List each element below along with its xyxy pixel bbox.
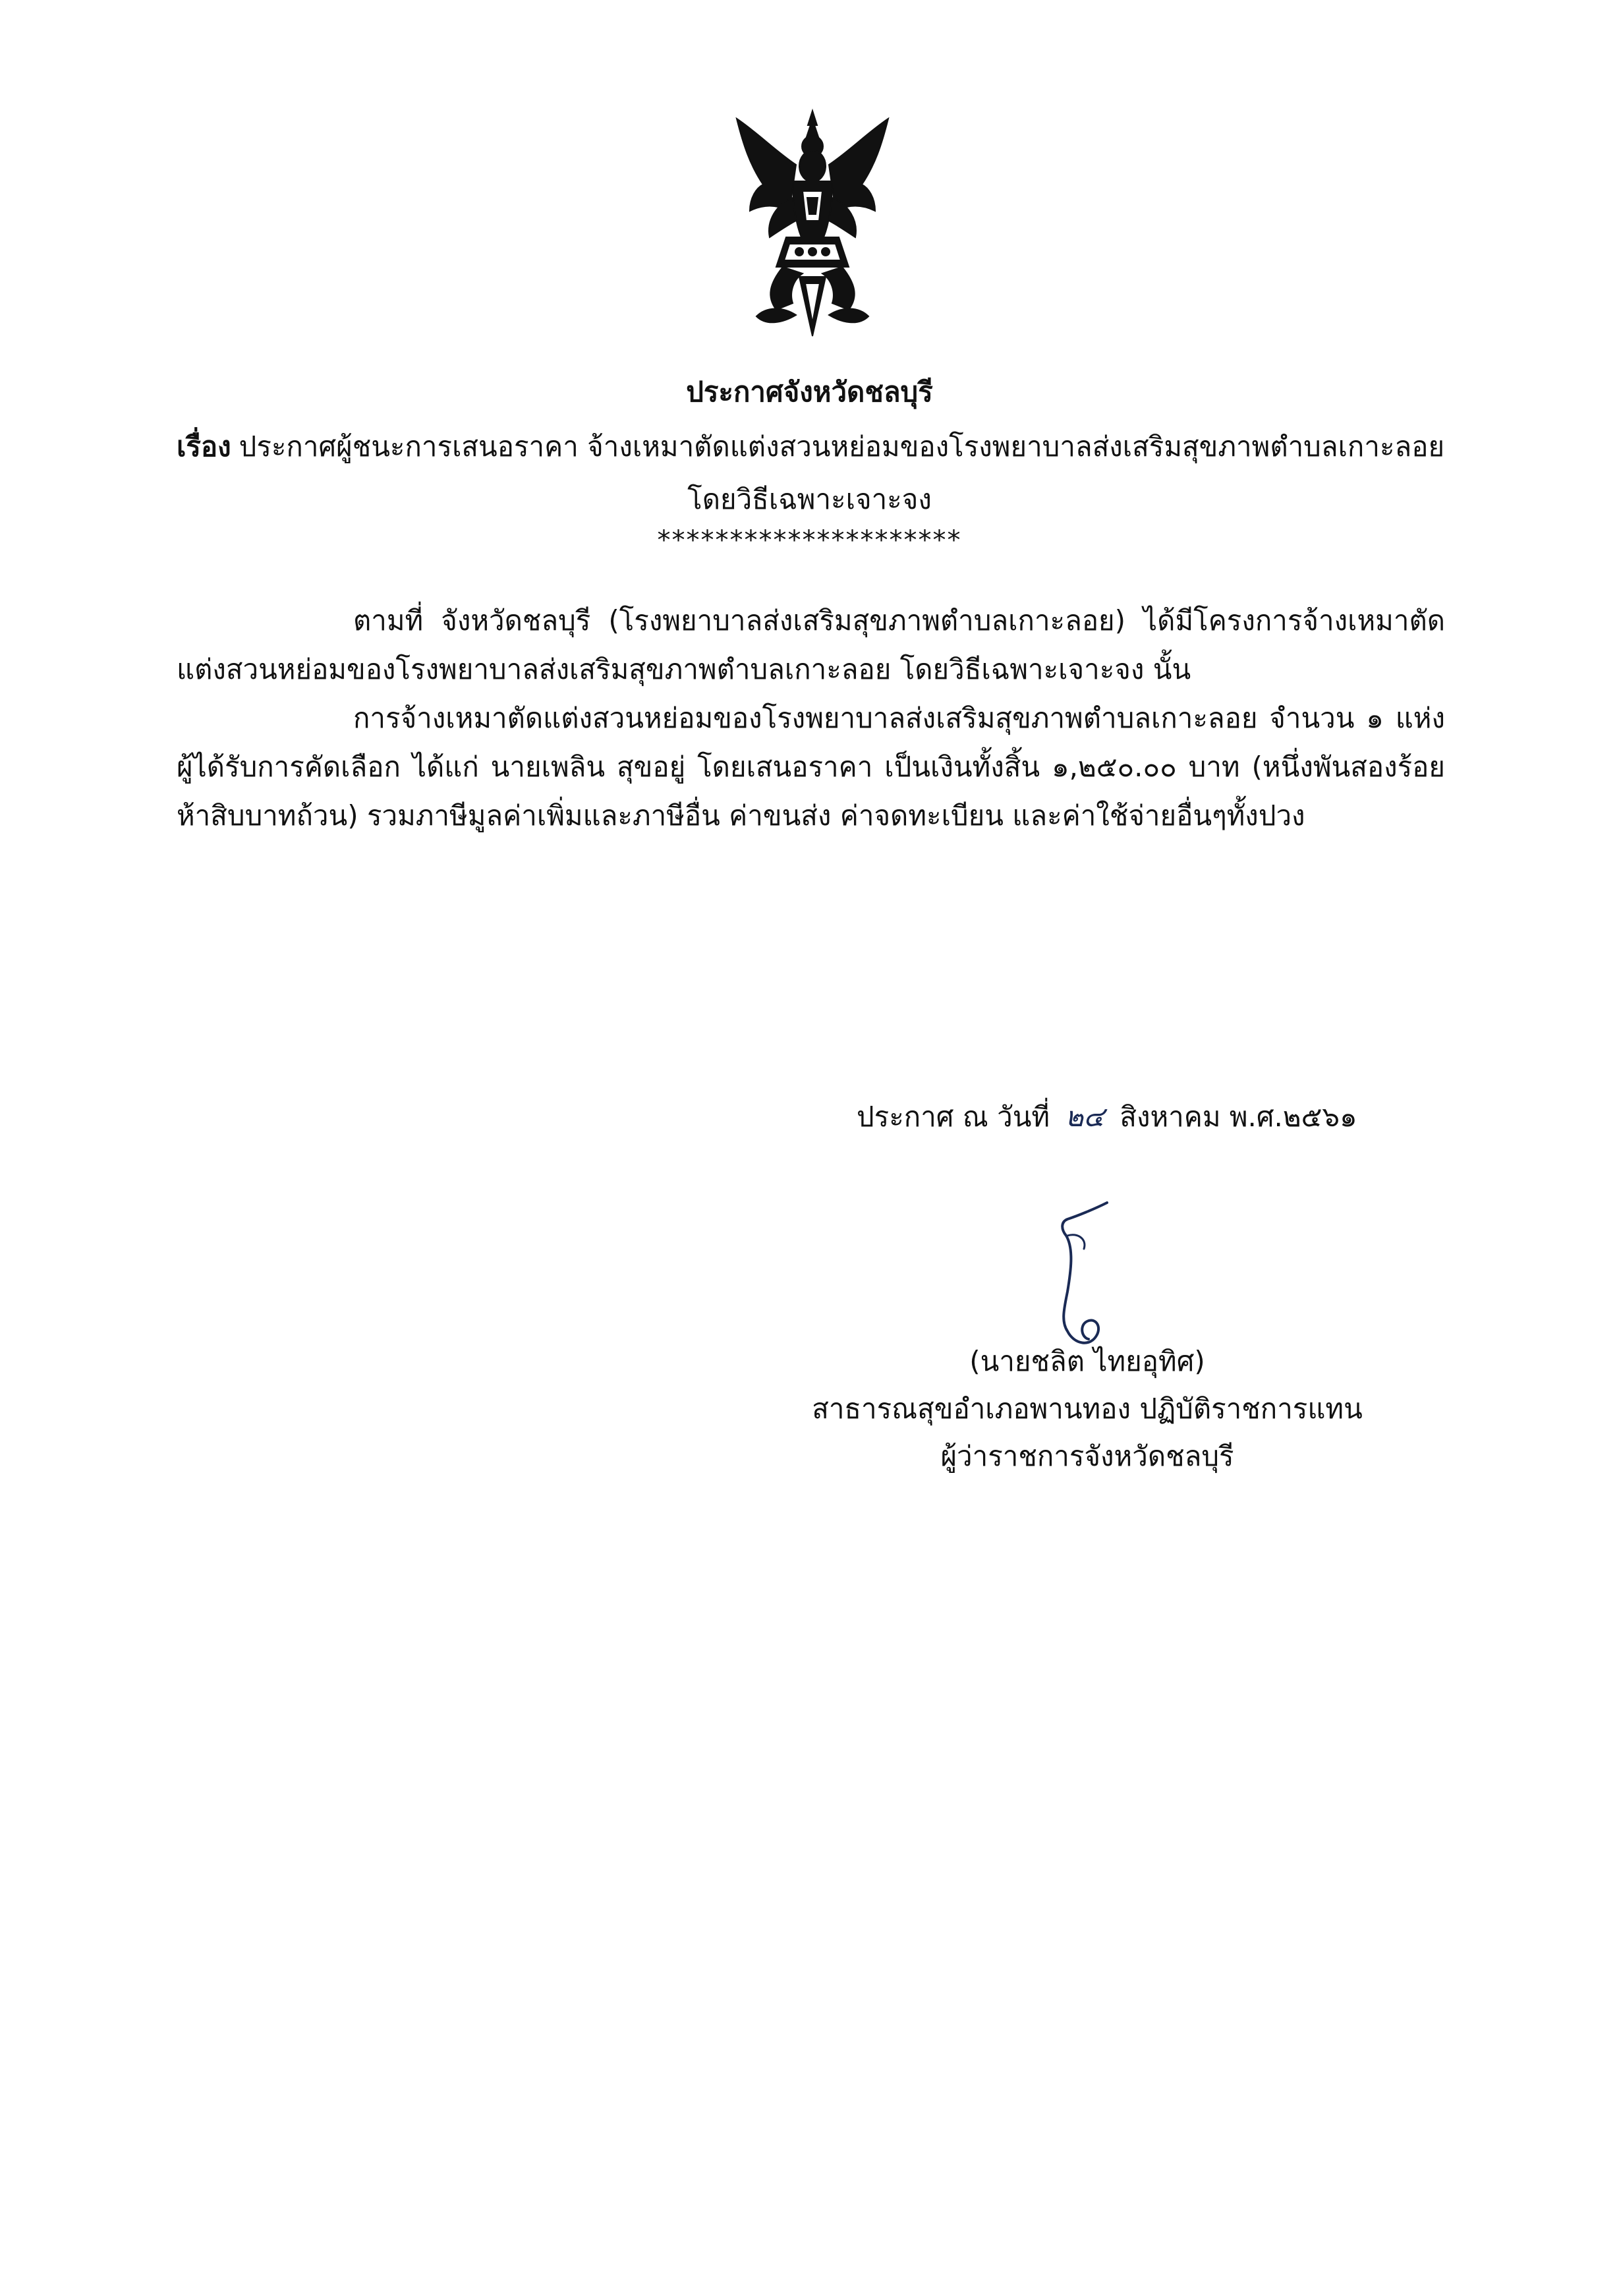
signer-block	[758, 1338, 1417, 1480]
date-prefix: ประกาศ ณ วันที่	[857, 1101, 1050, 1133]
subject-continuation: โดยวิธีเฉพาะเจาะจง	[687, 483, 932, 515]
date-month-year: สิงหาคม พ.ศ.๒๕๖๑	[1120, 1101, 1357, 1133]
signer-position: สาธารณสุขอำเภอพานทอง ปฏิบัติราชการแทน	[812, 1392, 1363, 1425]
body-paragraph-1: ตามที่ จังหวัดชลบุรี (โรงพยาบาลส่งเสริมสุขภาพตำบลเกาะลอย) ได้มีโครงการจ้างเหมาตัดแต่งสวนหย่อมของโรงพยาบาลส่งเสริมสุขภาพตำบลเกาะลอย โดยวิธีเฉพาะเจาะจง นั้น	[177, 604, 1445, 685]
subject-text: ประกาศผู้ชนะการเสนอราคา จ้างเหมาตัดแต่งสวนหย่อมของโรงพยาบาลส่งเสริมสุขภาพตำบลเกาะลอย	[239, 430, 1445, 463]
signer-name: (นายชลิต ไทยอุทิศ)	[969, 1345, 1205, 1377]
garuda-emblem-icon	[730, 105, 895, 344]
divider-stars: *********************	[657, 525, 962, 556]
document-body	[177, 596, 1445, 840]
date-day: ๒๔	[1065, 1101, 1104, 1133]
body-paragraph-2: การจ้างเหมาตัดแต่งสวนหย่อมของโรงพยาบาลส่งเสริมสุขภาพตำบลเกาะลอย จำนวน ๑ แห่ง ผู้ได้รับการคัดเลือก ได้แก่ นายเพลิน สุขอยู่ โดยเสนอราคา เป็นเงินทั้งสิ้น ๑,๒๕๐.๐๐ บาท (หนึ่งพันสองร้อยห้าสิบบาทถ้วน) รวมภาษีมูลค่าเพิ่มและภาษีอื่น ค่าขนส่ง ค่าจดทะเบียน และค่าใช้จ่ายอื่นๆทั้งปวง	[177, 702, 1445, 832]
signer-role: ผู้ว่าราชการจังหวัดชลบุรี	[940, 1440, 1234, 1472]
document-title: ประกาศจังหวัดชลบุรี	[686, 376, 933, 408]
announcement-date	[857, 1097, 1397, 1137]
subject-line	[177, 427, 1445, 467]
handwritten-signature-icon	[1048, 1199, 1120, 1351]
subject-label: เรื่อง	[177, 430, 231, 463]
